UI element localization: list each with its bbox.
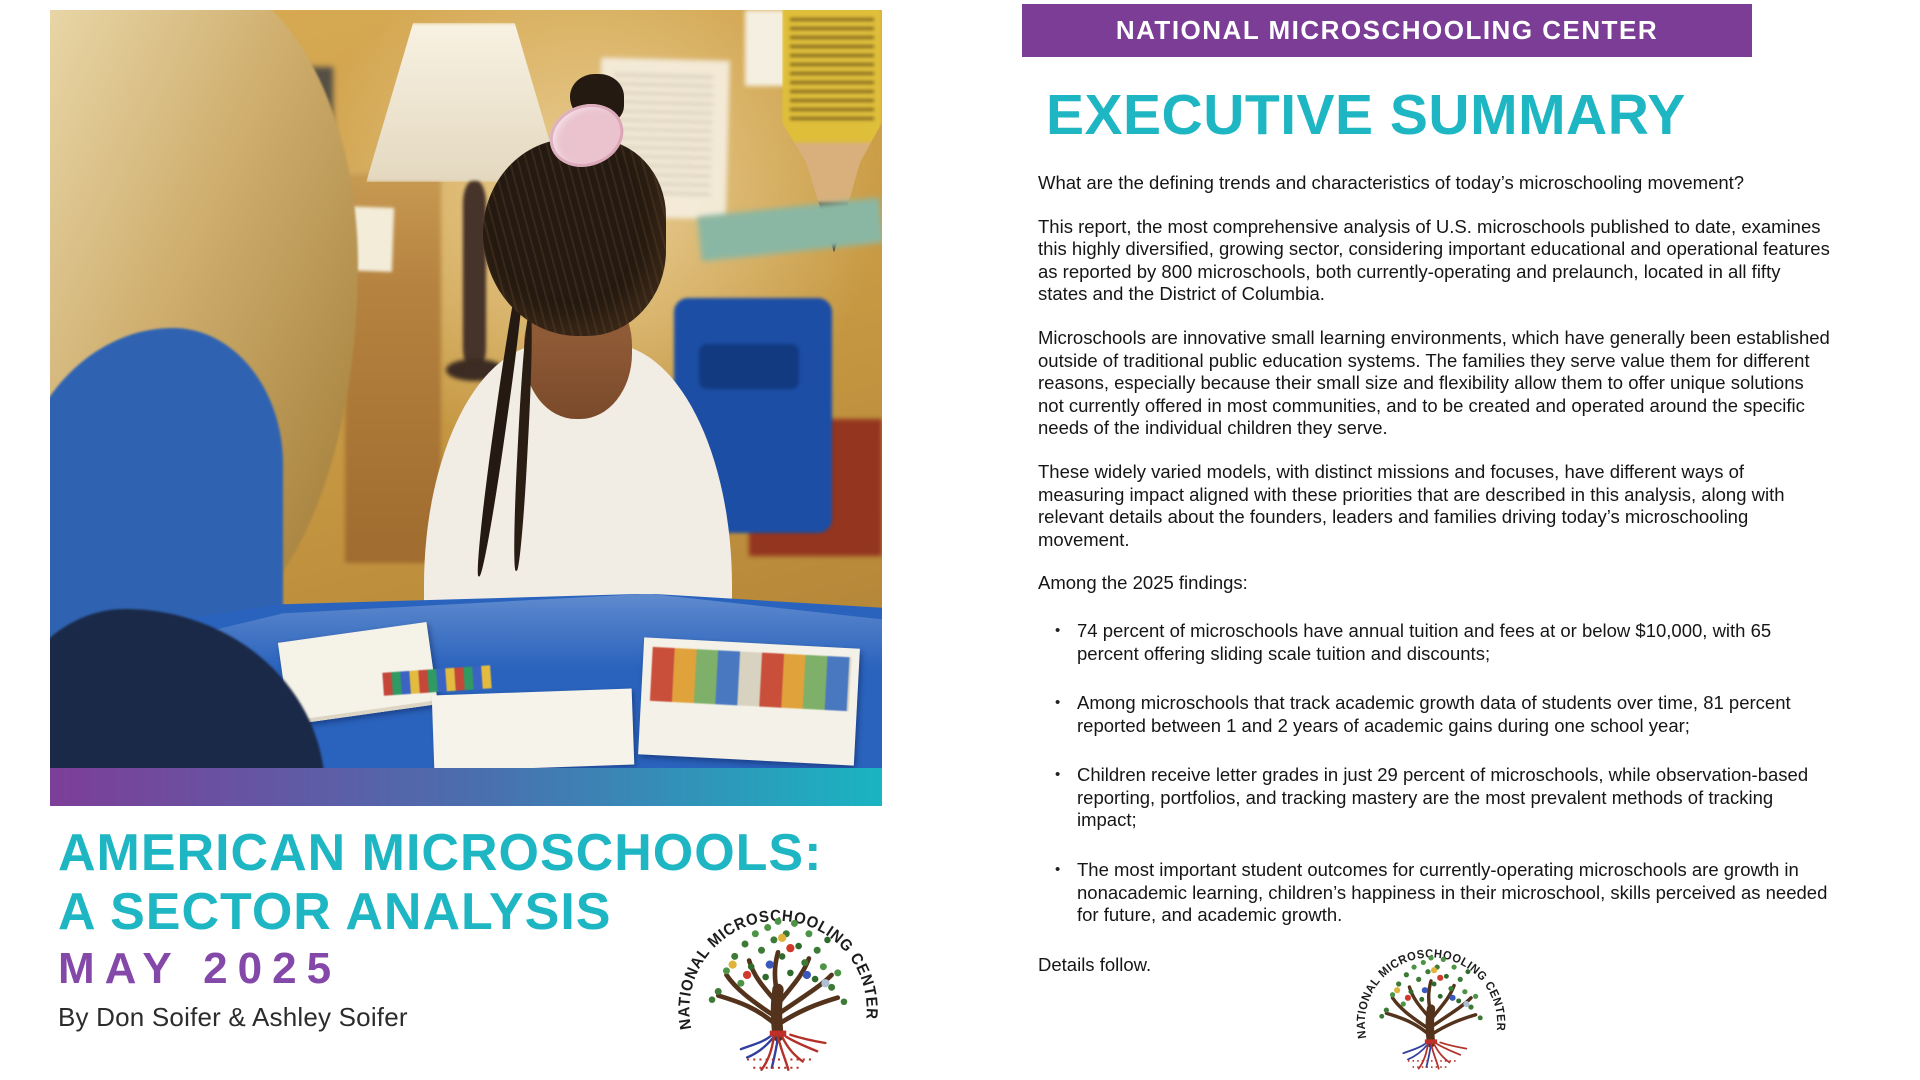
- finding-item: • Children receive letter grades in just 29 percent of microschools, while observation-based reporting, portfolios, and tracking mastery are the most prevalent methods of tracking impact;: [1055, 764, 1832, 832]
- finding-item: • The most important student outcomes for currently-operating microschools are growth in nonacademic learning, children’s happiness in their microschool, skills perceived as needed for future, and academic growth.: [1055, 859, 1832, 927]
- summary-paragraph: What are the defining trends and characteristics of today’s microschooling movement?: [1038, 172, 1745, 193]
- org-header-bar: [1022, 4, 1752, 57]
- summary-paragraph: These widely varied models, with distinct missions and focuses, have different ways of measuring impact aligned with these priorities that are described in this analysis, along with relevant details about the founders, leaders and families driving today’s microschooling movement.: [1038, 460, 1785, 550]
- finding-item: • Among microschools that track academic growth data of students over time, 81 percent reported between 1 and 2 years of academic gains during one school year;: [1055, 692, 1832, 737]
- chair-slot-shape: [699, 344, 799, 389]
- report-title-line2: A SECTOR ANALYSIS: [58, 883, 612, 942]
- cover-photo: [50, 10, 882, 768]
- report-date: MAY 2025: [58, 944, 342, 993]
- closing-line: Details follow.: [1038, 953, 1152, 975]
- nmc-logo: [672, 876, 884, 1077]
- findings-list: [1055, 620, 1832, 927]
- page-title: EXECUTIVE SUMMARY: [1046, 83, 1686, 147]
- summary-body: [1038, 172, 1832, 997]
- findings-intro: Among the 2025 findings:: [1038, 572, 1248, 594]
- summary-paragraph: Microschools are innovative small learning environments, which have generally been established outside of traditional public education systems. The families they serve value them for different reasons, especially because their small size and flexibility allow them to offer unique solutions not currently offered in most communities, and to be created and operated around the specific needs of the individual children they serve.: [1038, 326, 1830, 439]
- finding-item: • 74 percent of microschools have annual tuition and fees at or below $10,000, with 65 percent offering sliding scale tuition and discounts;: [1055, 620, 1832, 665]
- lamp-stand-shape: [463, 181, 486, 371]
- nmc-logo: [1352, 924, 1510, 1074]
- report-byline: By Don Soifer & Ashley Soifer: [58, 1002, 408, 1032]
- picture-book-shape: [638, 637, 860, 766]
- report-title-line1: AMERICAN MICROSCHOOLS:: [58, 824, 823, 882]
- pencil-writing-shape: [790, 18, 873, 124]
- org-name: NATIONAL MICROSCHOOLING CENTER: [1115, 15, 1659, 45]
- summary-paragraph: This report, the most comprehensive analysis of U.S. microschools published to date, examines this highly diversified, growing sector, considering important educational and operational features as reported by 800 microschools, both currently-operating and prelaunch, located in all fifty states and the District of Columbia.: [1038, 215, 1830, 305]
- gradient-divider: [50, 768, 882, 806]
- paper-sheet-shape: [431, 689, 633, 768]
